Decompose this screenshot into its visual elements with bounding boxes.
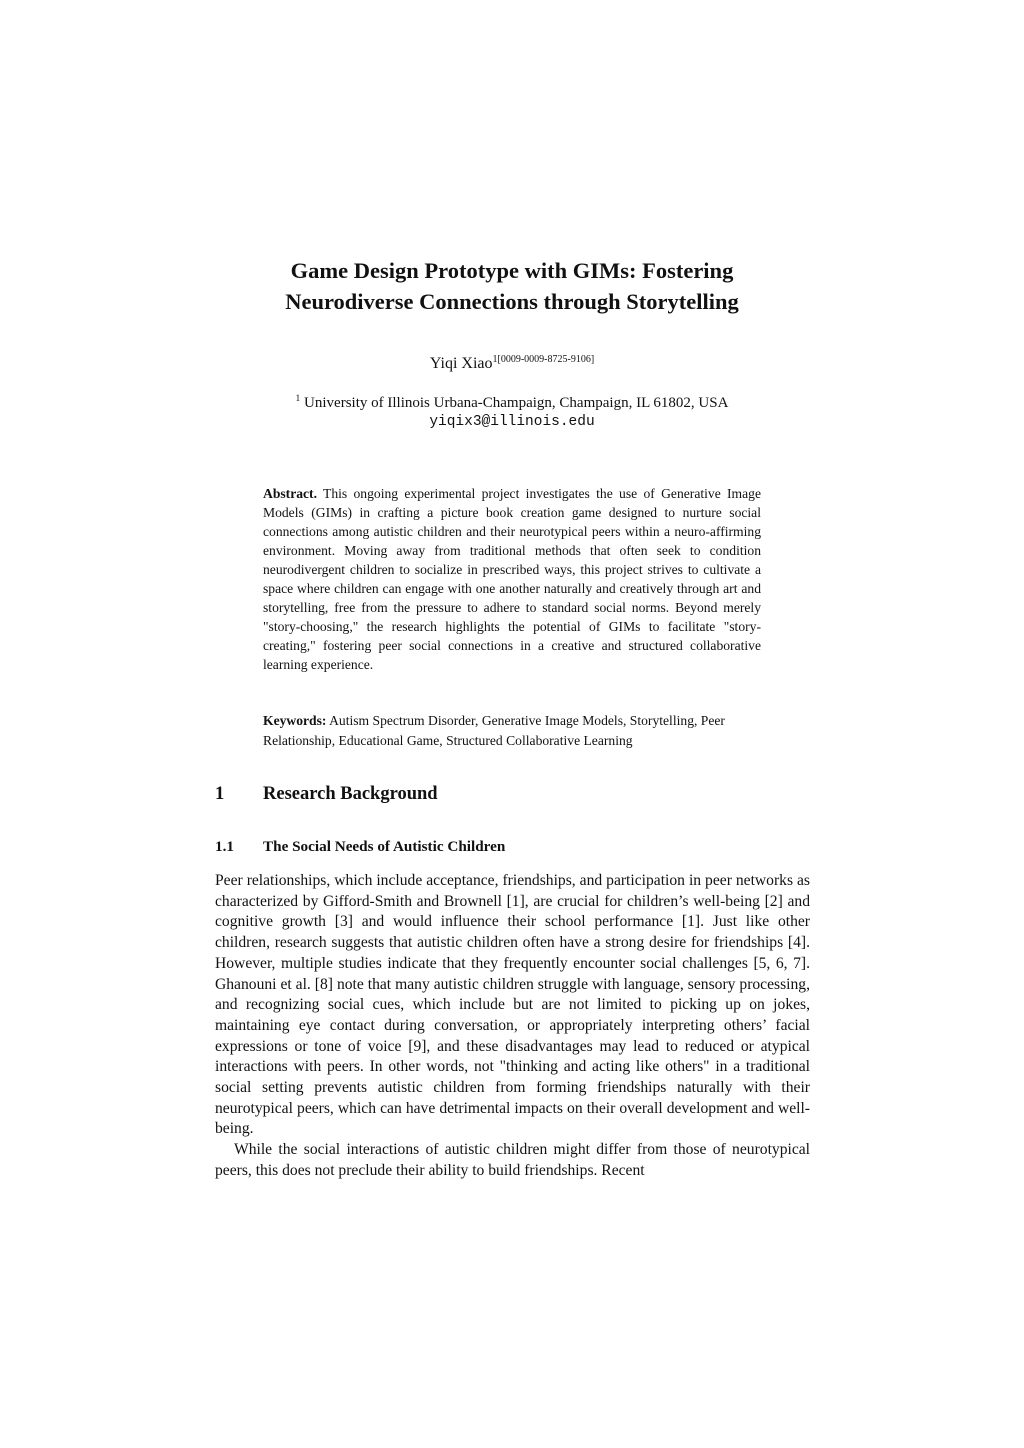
section-number: 1 — [215, 784, 225, 804]
subsection-heading — [215, 836, 505, 858]
abstract-text: This ongoing experimental project investigates the use of Generative Image Models (GIMs) in crafting a picture book creation game designed to nurture social connections among autistic children and their neurotypical peers within a neuro-affirming environment. Moving away from traditional methods that often seek to condition neurodivergent children to socialize in prescribed ways, this project strives to cultivate a space where children can engage with one another naturally and creatively through art and storytelling, free from the pressure to adhere to standard social norms. Beyond merely "story-choosing," the research highlights the potential of GIMs to facilitate "story-creating," fostering peer social connections in a creative and structured collaborative learning experience. — [263, 486, 761, 672]
affiliation-line — [296, 395, 729, 411]
author-orcid: 1[0009-0009-8725-9106] — [492, 354, 595, 365]
keywords-text: Autism Spectrum Disorder, Generative Image Models, Storytelling, Peer Relationship, Educational Game, Structured Collaborative Learning — [263, 713, 725, 748]
keywords — [263, 711, 761, 750]
subsection-number: 1.1 — [215, 838, 234, 855]
author-name: Yiqi Xiao — [429, 355, 493, 372]
abstract — [263, 484, 761, 674]
affiliation-block — [200, 394, 824, 432]
section-heading — [215, 781, 438, 807]
section-title: Research Background — [263, 784, 438, 804]
body-paragraph-2: While the social interactions of autistic children might differ from those of neurotypical peers, this does not preclude their ability to build friendships. Recent — [215, 1141, 810, 1179]
body-paragraph-1: Peer relationships, which include acceptance, friendships, and participation in peer networks as characterized by Gifford-Smith and Brownell [1], are crucial for children’s well-being [2] and cognitive growth [3] and would influence their school performance [1]. Just like other children, research suggests that autistic children often have a strong desire for friendships [4]. However, multiple studies indicate that they frequently encounter social challenges [5, 6, 7]. Ghanouni et al. [8] note that many autistic children struggle with language, sensory processing, and recognizing social cues, which include but are not limited to picking up on jokes, maintaining eye contact during conversation, or appropriately interpreting others’ facial expressions or tone of voice [9], and these disadvantages may lead to reduced or atypical interactions with peers. In other words, not "thinking and acting like others" in a traditional social setting prevents autistic children from forming friendships naturally with their neurotypical peers, which can have detrimental impacts on their overall development and well-being. — [215, 872, 810, 1138]
affiliation-text: University of Illinois Urbana-Champaign, Champaign, IL 61802, USA — [300, 395, 729, 411]
subsection-title: The Social Needs of Autistic Children — [263, 838, 506, 855]
title-line-2: Neurodiverse Connections through Storytelling — [285, 289, 739, 314]
author-line — [200, 353, 824, 375]
author-email: yiqix3@illinois.edu — [429, 414, 595, 430]
title-line-1: Game Design Prototype with GIMs: Fostering — [290, 258, 734, 283]
abstract-label: Abstract. — [263, 486, 317, 501]
paper-title — [200, 255, 824, 317]
keywords-label: Keywords: — [263, 713, 327, 728]
affiliation-marker: 1 — [295, 394, 301, 404]
